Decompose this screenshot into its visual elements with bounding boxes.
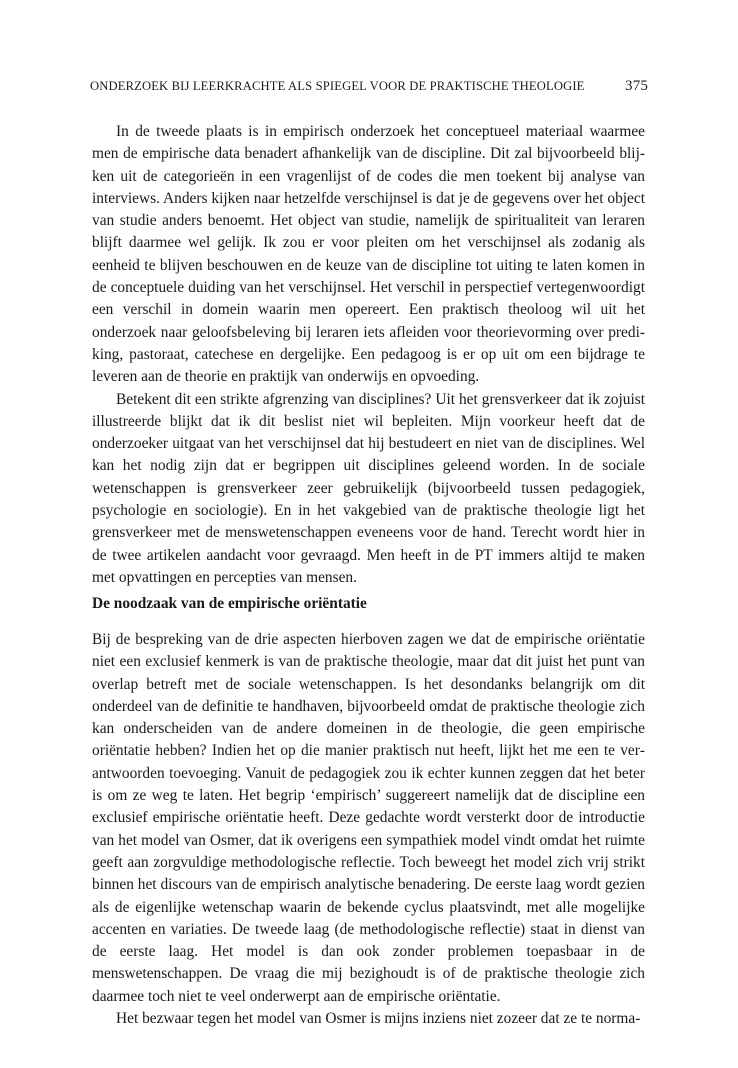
- paragraph: In de tweede plaats is in empirisch onderzoek het conceptueel materiaal waarmee men de empirische data benadert afhankelijk van de discipline. Dit zal bijvoorbeeld blijken uit de categorieën in een vragenlijst of de codes die men toekent bij analyse van interviews. Anders kijken naar hetzelfde verschijnsel is dat je de gegevens over het object van studie anders benoemt. Het object van studie, namelijk de spiritualiteit van leraren blijft daarmee wel gelijk. Ik zou er voor pleiten om het verschijnsel als zodanig als eenheid te blijven beschouwen en de keuze van de discipline tot uiting te laten komen in de conceptuele duiding van het verschijnsel. Het verschil in perspectief vertegenwoordigt een verschil in domein waarin men opereert. Een praktisch theoloog wil uit het onderzoek naar geloofsbeleving bij leraren iets afleiden voor theorievorming over prediking, pastoraat, catechese en dergelijke. Een pedagoog is er op uit om een bijdrage te leveren aan de theorie en praktijk van onderwijs en opvoeding.: [92, 123, 645, 386]
- running-title: ONDERZOEK BIJ LEERKRACHTE ALS SPIEGEL VOOR DE PRAKTISCHE THEOLOGIE: [90, 79, 585, 93]
- page-number: 375: [625, 78, 648, 94]
- section-1-body: [92, 121, 645, 589]
- paragraph: Het bezwaar tegen het model van Osmer is mijns inziens niet zozeer dat ze te norma-: [116, 1010, 641, 1028]
- section-heading: De noodzaak van de empirische oriëntatie: [92, 595, 367, 612]
- section-2-body: [92, 629, 645, 1030]
- paragraph: Betekent dit een strikte afgrenzing van disciplines? Uit het grensverkeer dat ik zojuist illustreerde blijkt dat ik dit beslist niet wil bepleiten. Mijn voorkeur heeft dat de onderzoeker uitgaat van het verschijnsel dat hij bestudeert en niet van de disciplines. Wel kan het nodig zijn dat er begrippen uit disciplines geleend worden. In de sociale wetenschappen is grensverkeer zeer gebruikelijk (bijvoorbeeld tussen pedagogiek, psychologie en sociologie). En in het vakgebied van de praktische theologie ligt het grensverkeer met de menswetenschappen eveneens voor de hand. Terecht wordt hier in de twee artikelen aandacht voor gevraagd. Men heeft in de PT immers altijd te maken met opvattingen en percepties van mensen.: [92, 390, 645, 586]
- paragraph: Bij de bespreking van de drie aspecten hierboven zagen we dat de empirische oriëntatie niet een exclusief kenmerk is van de praktische theologie, maar dat dit juist het punt van overlap betreft met de sociale wetenschappen. Is het desondanks belangrijk om dit onderdeel van de definitie te handhaven, bijvoorbeeld omdat de praktische theologie zich kan onderscheiden van de andere domeinen in de theologie, die geen empirische oriëntatie hebben? Indien het op die manier praktisch nut heeft, lijkt het me een te verantwoorden toevoeging. Vanuit de pedagogiek zou ik echter kunnen zeggen dat het beter is om ze weg te laten. Het begrip ‘empirisch’ suggereert namelijk dat de discipline een exclusief empirische oriëntatie heeft. Deze gedachte wordt versterkt door de introductie van het model van Osmer, dat ik overigens een sympathiek model vindt omdat het ruimte geeft aan zorgvuldige methodologische reflectie. Toch beweegt het model zich vrij strikt binnen het discours van de empirisch analytische benadering. De eerste laag wordt gezien als de eigenlijke wetenschap waarin de bekende cyclus plaatsvindt, met alle mogelijke accenten en variaties. De tweede laag (de methodologische reflectie) staat in dienst van de eerste laag. Het model is dan ook zonder problemen toepasbaar in de menswetenschappen. De vraag die mij bezighoudt is of de praktische theologie zich daarmee toch niet te veel onderwerpt aan de empirische oriëntatie.: [92, 631, 645, 1005]
